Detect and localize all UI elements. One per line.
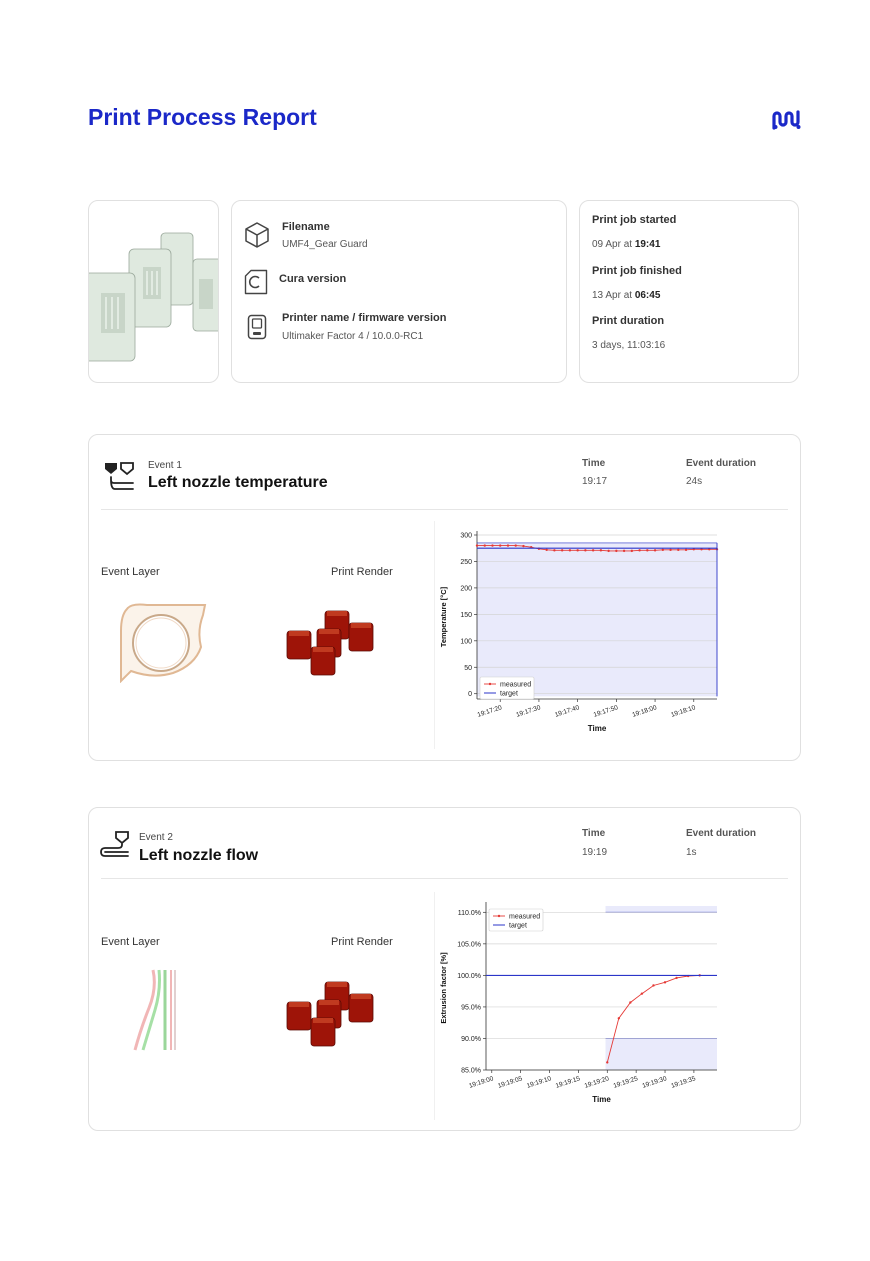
x-tick-label: 19:19:35 [670, 1075, 697, 1090]
x-tick-label: 19:19:20 [583, 1075, 610, 1090]
y-tick-label: 200 [460, 585, 472, 593]
y-tick-label: 0 [468, 691, 472, 699]
cura-icon [244, 269, 268, 295]
y-tick-label: 100 [460, 638, 472, 646]
event-time-value: 19:17 [582, 476, 608, 487]
y-tick-label: 150 [460, 611, 472, 619]
x-tick-label: 19:19:05 [497, 1075, 524, 1090]
measured-point [662, 549, 664, 551]
measured-point [576, 549, 578, 551]
x-tick-label: 19:18:10 [670, 704, 697, 719]
legend-measured-marker [498, 915, 500, 917]
measured-point [631, 550, 633, 552]
cube-icon [244, 221, 270, 249]
x-tick-label: 19:19:10 [525, 1075, 553, 1090]
single-nozzle-icon [100, 830, 132, 860]
event-layer-label: Event Layer [101, 566, 160, 578]
y-tick-label: 250 [460, 558, 472, 566]
chart [439, 527, 729, 737]
measured-point [592, 549, 594, 551]
legend-measured-label: measured [509, 913, 541, 921]
measured-point [629, 1001, 631, 1003]
measured-point [641, 992, 643, 994]
event-column-divider [434, 892, 435, 1120]
measured-point [606, 1061, 608, 1063]
event-layer-image [117, 601, 211, 683]
x-axis-label: Time [587, 724, 607, 733]
measured-point [615, 550, 617, 552]
event-time-label: Time [582, 828, 606, 839]
printer-label: Printer name / firmware version [282, 312, 447, 324]
y-tick-label: 105.0% [457, 941, 481, 949]
event-divider [101, 878, 788, 879]
measured-point [607, 550, 609, 552]
measured-point [675, 977, 677, 979]
measured-point [654, 549, 656, 551]
legend-measured-marker [489, 683, 491, 685]
y-tick-label: 110.0% [457, 909, 481, 917]
x-tick-label: 19:17:50 [592, 704, 619, 719]
x-tick-label: 19:17:40 [554, 704, 581, 719]
printer-icon [247, 314, 267, 340]
measured-point [484, 544, 486, 546]
x-tick-label: 19:19:30 [641, 1075, 668, 1090]
event-card-2 [88, 807, 801, 1131]
print-started-label: Print job started [592, 214, 677, 226]
cura-version-label: Cura version [279, 273, 347, 285]
y-tick-label: 85.0% [461, 1067, 481, 1075]
print-duration-label: Print duration [592, 315, 665, 327]
event-layer-image [129, 968, 179, 1052]
measured-point [652, 984, 654, 986]
job-timing-card [579, 200, 799, 383]
print-finished-value: 13 Apr at 06:45 [592, 290, 661, 301]
model-thumbnail-image [89, 201, 219, 383]
filename-value: UMF4_Gear Guard [282, 239, 368, 250]
event-time-label: Time [582, 458, 606, 469]
filename-label: Filename [282, 221, 330, 233]
page-title: Print Process Report [88, 104, 317, 130]
ultimaker-logo-icon [772, 110, 802, 130]
y-tick-label: 300 [460, 532, 472, 540]
printer-value: Ultimaker Factor 4 / 10.0.0-RC1 [282, 331, 424, 342]
y-axis-label: Temperature [°C] [439, 586, 448, 648]
x-tick-label: 19:17:30 [515, 704, 542, 719]
print-duration-value: 3 days, 11:03:16 [592, 340, 666, 351]
y-tick-label: 50 [464, 664, 472, 672]
x-tick-label: 19:18:00 [631, 704, 658, 719]
legend-measured-label: measured [500, 681, 532, 689]
print-render-image [283, 976, 375, 1051]
event-time-value: 19:19 [582, 847, 608, 858]
measured-point [600, 549, 602, 551]
print-started-value: 09 Apr at 19:41 [592, 239, 661, 250]
x-tick-label: 19:17:20 [476, 704, 503, 719]
measured-point [646, 549, 648, 551]
print-render-image [283, 605, 375, 680]
measured-point [584, 549, 586, 551]
measured-point [476, 544, 478, 546]
measured-point [545, 549, 547, 551]
event-card-1 [88, 434, 801, 761]
event-divider [101, 509, 788, 510]
x-tick-label: 19:19:00 [468, 1075, 495, 1090]
event-duration-label: Event duration [686, 458, 757, 469]
print-finished-label: Print job finished [592, 265, 682, 277]
model-thumbnail-card [88, 200, 219, 383]
event-column-divider [434, 521, 435, 749]
measured-point [623, 550, 625, 552]
y-tick-label: 90.0% [461, 1035, 481, 1043]
tolerance-band [477, 543, 717, 696]
x-tick-label: 19:19:15 [554, 1075, 582, 1090]
measured-point [553, 549, 555, 551]
y-tick-label: 95.0% [461, 1004, 481, 1012]
measured-point [522, 545, 524, 547]
event-duration-label: Event duration [686, 828, 757, 839]
measured-point [499, 544, 501, 546]
measured-point [618, 1017, 620, 1019]
event-number: Event 2 [139, 832, 173, 843]
chart [439, 898, 729, 1108]
print-render-label: Print Render [331, 936, 393, 948]
event-duration-value: 24s [686, 476, 703, 487]
measured-point [638, 549, 640, 551]
measured-point [491, 544, 493, 546]
event-duration-value: 1s [686, 847, 697, 858]
y-tick-label: 100.0% [457, 972, 481, 980]
x-axis-label: Time [592, 1095, 611, 1104]
measured-point [669, 549, 671, 551]
x-tick-label: 19:19:25 [612, 1075, 639, 1090]
event-title: Left nozzle temperature [148, 474, 328, 491]
lower-tolerance-band [606, 1038, 717, 1070]
dual-nozzle-icon [103, 461, 137, 493]
measured-point [515, 544, 517, 546]
legend-target-label: target [509, 922, 527, 930]
measured-point [685, 549, 687, 551]
print-render-label: Print Render [331, 566, 393, 578]
measured-point [664, 981, 666, 983]
upper-tolerance-band [606, 906, 717, 912]
legend-target-label: target [500, 690, 518, 698]
measured-point [507, 544, 509, 546]
measured-point [561, 549, 563, 551]
measured-point [677, 549, 679, 551]
y-axis-label: Extrusion factor [%] [439, 952, 448, 1024]
measured-point [569, 549, 571, 551]
event-title: Left nozzle flow [139, 847, 259, 864]
event-number: Event 1 [148, 460, 182, 471]
job-info-card [231, 200, 567, 383]
event-layer-label: Event Layer [101, 936, 160, 948]
